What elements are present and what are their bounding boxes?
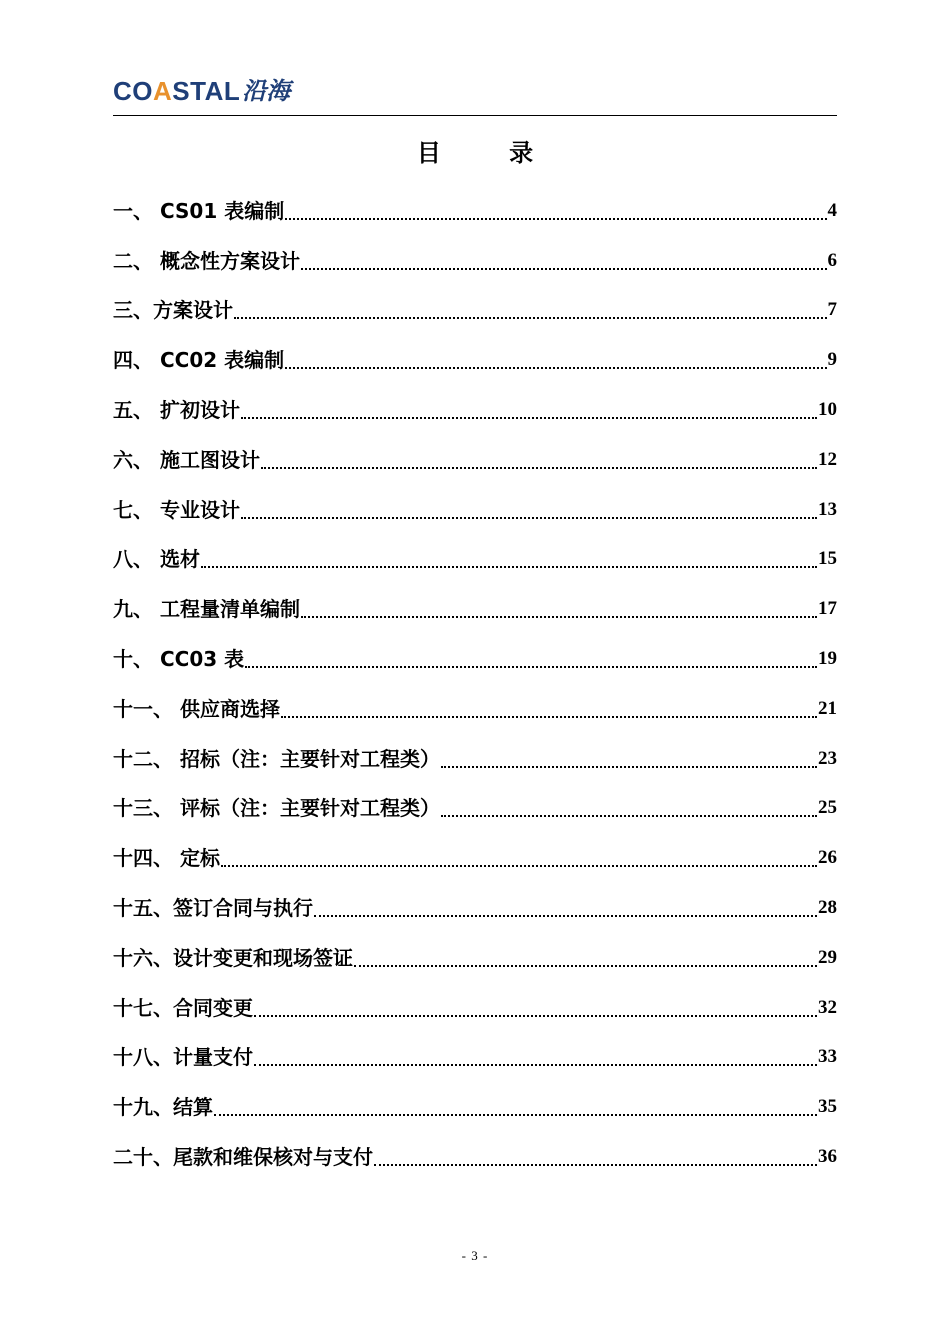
toc-entry[interactable] bbox=[113, 784, 837, 834]
toc-entry-label: 十四、 定标 bbox=[113, 846, 220, 871]
toc-entry-label: 十一、 供应商选择 bbox=[113, 696, 280, 721]
toc-entry-page: 15 bbox=[818, 548, 837, 570]
toc-entry-page: 26 bbox=[818, 847, 837, 869]
toc-entry-label: 四、 CC02 表编制 bbox=[113, 348, 285, 373]
toc-leader-dots bbox=[245, 646, 817, 668]
toc-entry[interactable] bbox=[113, 833, 837, 883]
toc-entry-page: 6 bbox=[827, 249, 837, 271]
toc-entry-label: 十、 CC03 表 bbox=[113, 647, 245, 672]
toc-entry-label: 十九、结算 bbox=[113, 1095, 213, 1120]
toc-entry-page: 33 bbox=[818, 1046, 837, 1068]
page-number: - 3 - bbox=[461, 1248, 489, 1263]
toc-title: 目 录 bbox=[416, 139, 564, 167]
toc-entry-label: 十二、 招标（注：主要针对工程类） bbox=[113, 746, 440, 771]
toc-leader-dots bbox=[285, 347, 826, 369]
toc-entry[interactable] bbox=[113, 1082, 837, 1132]
page-header bbox=[113, 74, 837, 114]
toc-leader-dots bbox=[241, 397, 817, 419]
toc-leader-dots bbox=[214, 1094, 817, 1116]
toc-leader-dots bbox=[254, 1044, 817, 1066]
toc-entry-label: 六、 施工图设计 bbox=[113, 447, 260, 472]
toc-entry[interactable] bbox=[113, 1033, 837, 1083]
toc-entry[interactable] bbox=[113, 734, 837, 784]
toc-entry-label: 二十、尾款和维保核对与支付 bbox=[113, 1145, 373, 1170]
toc-leader-dots bbox=[221, 845, 817, 867]
toc-leader-dots bbox=[285, 198, 826, 220]
toc-entry[interactable] bbox=[113, 634, 837, 684]
toc-entry[interactable] bbox=[113, 385, 837, 435]
header-divider bbox=[113, 115, 837, 116]
toc-entry-label: 二、 概念性方案设计 bbox=[113, 248, 300, 273]
toc-entry-page: 17 bbox=[818, 598, 837, 620]
toc-entry-label: 一、 CS01 表编制 bbox=[113, 198, 285, 223]
toc-entry-page: 29 bbox=[818, 946, 837, 968]
toc-entry[interactable] bbox=[113, 186, 837, 236]
toc-leader-dots bbox=[374, 1144, 817, 1166]
toc-entry[interactable] bbox=[113, 983, 837, 1033]
toc-entry[interactable] bbox=[113, 535, 837, 585]
table-of-contents bbox=[113, 186, 837, 1182]
toc-entry[interactable] bbox=[113, 435, 837, 485]
toc-entry[interactable] bbox=[113, 883, 837, 933]
toc-entry-page: 35 bbox=[818, 1096, 837, 1118]
toc-leader-dots bbox=[281, 696, 817, 718]
toc-entry-page: 4 bbox=[827, 199, 837, 221]
toc-leader-dots bbox=[301, 596, 817, 618]
toc-entry-page: 12 bbox=[818, 448, 837, 470]
toc-entry[interactable] bbox=[113, 335, 837, 385]
toc-entry-label: 十八、计量支付 bbox=[113, 1045, 253, 1070]
toc-entry-label: 五、 扩初设计 bbox=[113, 398, 240, 423]
toc-entry[interactable] bbox=[113, 286, 837, 336]
toc-leader-dots bbox=[241, 497, 817, 519]
toc-leader-dots bbox=[201, 546, 817, 568]
toc-entry-page: 23 bbox=[818, 747, 837, 769]
toc-entry-label: 十七、合同变更 bbox=[113, 995, 253, 1020]
toc-entry-label: 三、方案设计 bbox=[113, 298, 233, 323]
toc-entry-page: 28 bbox=[818, 897, 837, 919]
toc-entry[interactable] bbox=[113, 584, 837, 634]
toc-leader-dots bbox=[354, 945, 817, 967]
toc-entry-page: 36 bbox=[818, 1146, 837, 1168]
toc-entry-page: 13 bbox=[818, 498, 837, 520]
toc-entry[interactable] bbox=[113, 485, 837, 535]
toc-entry[interactable] bbox=[113, 933, 837, 983]
toc-entry[interactable] bbox=[113, 1132, 837, 1182]
toc-entry-page: 32 bbox=[818, 996, 837, 1018]
toc-entry-label: 十六、设计变更和现场签证 bbox=[113, 945, 353, 970]
toc-entry[interactable] bbox=[113, 684, 837, 734]
toc-entry-page: 7 bbox=[827, 299, 837, 321]
toc-entry-page: 19 bbox=[818, 648, 837, 670]
toc-leader-dots bbox=[441, 795, 817, 817]
toc-entry-page: 10 bbox=[818, 399, 837, 421]
toc-entry-page: 25 bbox=[818, 797, 837, 819]
toc-leader-dots bbox=[254, 995, 817, 1017]
toc-entry-label: 九、 工程量清单编制 bbox=[113, 597, 300, 622]
toc-entry-label: 十三、 评标（注：主要针对工程类） bbox=[113, 796, 440, 821]
toc-leader-dots bbox=[441, 746, 817, 768]
toc-entry-label: 十五、签订合同与执行 bbox=[113, 896, 313, 921]
toc-leader-dots bbox=[301, 248, 827, 270]
toc-leader-dots bbox=[234, 297, 827, 319]
toc-entry-label: 八、 选材 bbox=[113, 547, 200, 572]
toc-leader-dots bbox=[314, 895, 817, 917]
toc-entry-page: 9 bbox=[827, 349, 837, 371]
toc-leader-dots bbox=[261, 447, 817, 469]
toc-entry-label: 七、 专业设计 bbox=[113, 497, 240, 522]
toc-entry[interactable] bbox=[113, 236, 837, 286]
coastal-logo bbox=[113, 74, 290, 108]
toc-entry-page: 21 bbox=[818, 697, 837, 719]
logo-chinese-name: 沿海 bbox=[242, 76, 291, 105]
logo-wordmark: COASTAL bbox=[113, 76, 241, 106]
